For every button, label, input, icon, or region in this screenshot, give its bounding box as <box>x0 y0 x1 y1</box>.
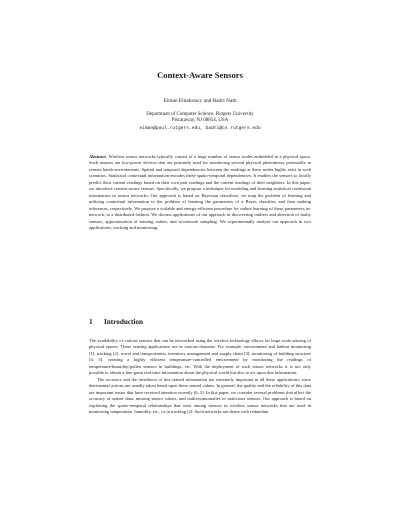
section-title: Introduction <box>104 318 144 326</box>
intro-paragraph-1: The availability of various sensors that can be networked using the wireless technology allows for large-scale sensing of physical spaces. These sensing applications are in various domains. For example, environment and habitat monitoring [1], tracking [2], travel and transportation, inventory management and supply chain [3], monitoring of building structure [4, 5], creating a highly efficient temperature-controlled environment by monitoring the readings of temperature/humidity/pollen sensors in buildings, etc. With the deployment of such sensor networks it is not only possible to obtain a fine grain real-time information about the physical world but also to act upon that information. <box>89 338 311 376</box>
section-number: 1 <box>89 318 93 326</box>
abstract-label: Abstract. <box>89 154 108 159</box>
introduction-body <box>89 338 311 415</box>
abstract <box>89 154 311 231</box>
author-emails: eiman@paul.rutgers.edu, badri@cs.rutgers.edu <box>139 125 261 131</box>
abstract-text: Wireless sensor networks typically consist of a large number of sensor nodes embedded in a physical space. Such sensors are low-power devices that are primarily used for monitoring several physical phenomena, potentially in remote harsh environments. Spatial and temporal dependencies between the readings at these nodes highly exist in such scenarios. Statistical contextual information encodes these spatio-temporal dependencies. It enables the sensors to locally predict their current readings based on their own past readings and the current readings of their neighbors. In this paper, we introduce context-aware sensors. Specifically, we propose a technique for modeling and learning statistical contextual information in sensor networks. Our approach is based on Bayesian classifiers; we map the problem of learning and utilizing contextual information to the problem of learning the parameters of a Bayes classifier, and then making inferences, respectively. We propose a scalable and energy-efficient procedure for online learning of these parameters in-network, in a distributed fashion. We discuss applications of our approach in discovering outliers and detection of faulty sensors, approximation of missing values, and in-network sampling. We experimentally analyze our approach in two applications, tracking and monitoring. <box>89 154 311 230</box>
affiliation-department: Department of Computer Science, Rutgers University <box>146 112 254 117</box>
paper-authors: Eiman Elnahrawy and Badri Nath <box>163 98 237 104</box>
section-heading <box>89 318 143 326</box>
author-affiliation <box>0 112 400 125</box>
intro-paragraph-2: The accuracy and the timeliness of this sensed information are extremely important in all these applications; since detrimental actions are usually taken based upon these sensed values. In general, the quality and the reliability of this data are important issues that have received attention recently [6, 3]. In this paper, we consider several problems that affect the accuracy of sensor data: missing sensor values, and outliers/anomalies or malicious sensors. Our approach is based on exploiting the spatio-temporal relationships that exist among sensors in wireless sensor networks that are used in monitoring temperature, humidity, etc., or in tracking [2]. Such networks are dense with redundant <box>89 376 311 414</box>
affiliation-location: Piscataway, NJ 08854, USA <box>171 118 229 124</box>
paper-title: Context-Aware Sensors <box>157 70 243 80</box>
